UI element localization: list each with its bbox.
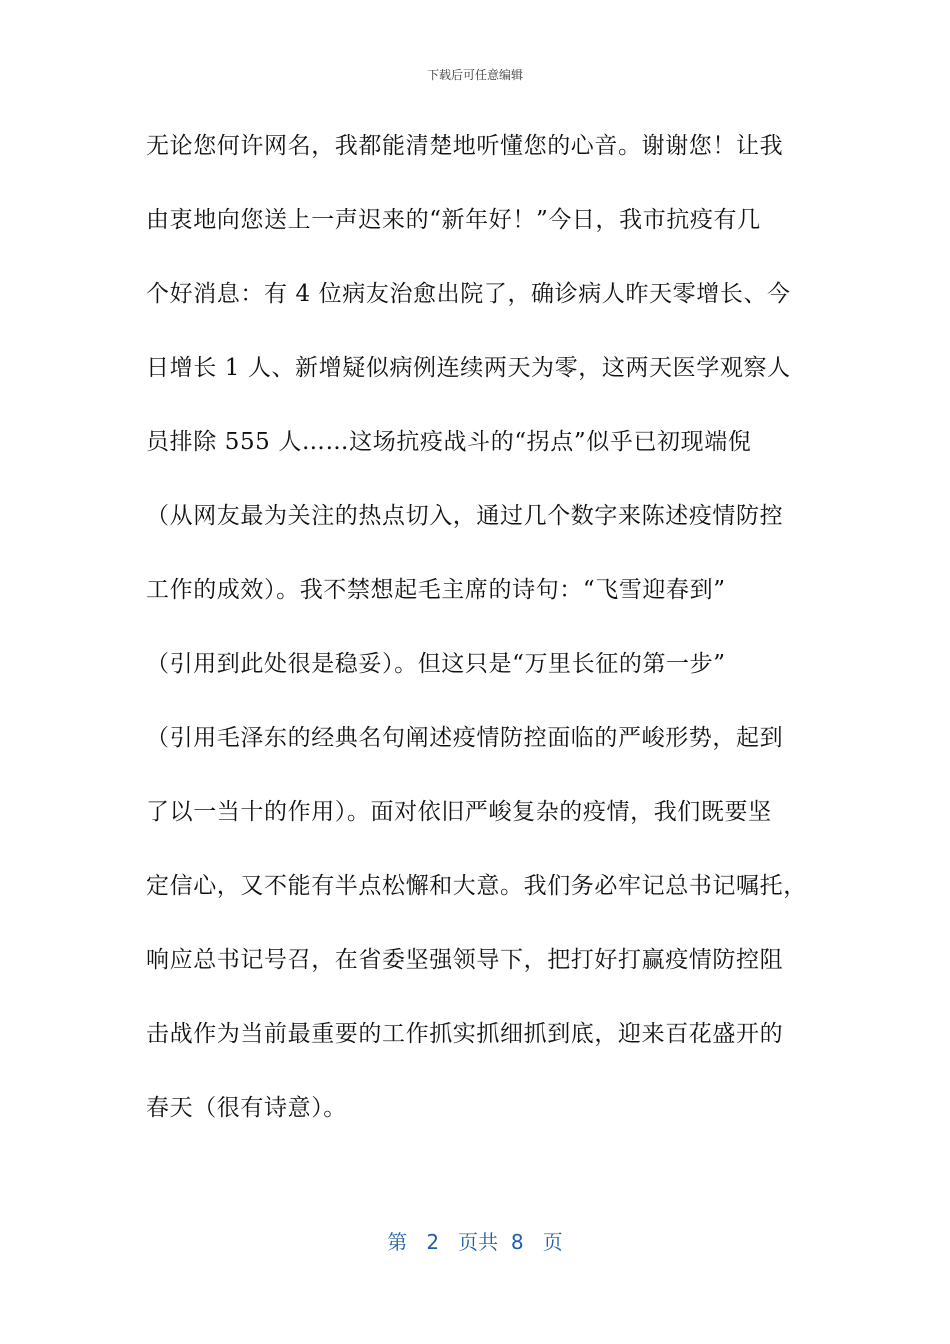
body-line: 定信心，又不能有半点松懈和大意。我们务必牢记总书记嘱托， [146,873,807,899]
body-line: 个好消息：有 4 位病友治愈出院了，确诊病人昨天零增长、今 [146,281,791,307]
body-line: 响应总书记号召，在省委坚强领导下，把打好打赢疫情防控阻 [146,947,784,973]
body-line: 员排除 555 人……这场抗疫战斗的“拐点”似乎已初现端倪 [146,429,752,455]
footer-middle: 页共 [458,1230,499,1254]
body-line: （引用到此处很是稳妥）。但这只是“万里长征的第一步” [146,651,726,677]
body-line: 了以一当十的作用）。面对依旧严峻复杂的疫情，我们既要坚 [146,799,772,825]
footer-prefix: 第 [387,1230,408,1254]
body-line: （从网友最为关注的热点切入，通过几个数字来陈述疫情防控 [146,503,784,529]
body-line: 击战作为当前最重要的工作抓实抓细抓到底，迎来百花盛开的 [146,1021,784,1047]
page-footer [0,1226,950,1255]
body-line: 由衷地向您送上一声迟来的“新年好！”今日，我市抗疫有几 [146,207,761,233]
body-line: 无论您何许网名，我都能清楚地听懂您的心音。谢谢您！让我 [146,133,784,159]
page-header: 下载后可任意编辑 [426,68,523,82]
body-line: 工作的成效）。我不禁想起毛主席的诗句：“飞雪迎春到” [146,577,726,603]
body-line: （引用毛泽东的经典名句阐述疫情防控面临的严峻形势，起到 [146,725,784,751]
body-line: 日增长 1 人、新增疑似病例连续两天为零，这两天医学观察人 [146,355,791,381]
footer-suffix: 页 [542,1230,563,1254]
body-text [146,128,826,1164]
footer-current-page: 2 [426,1230,440,1254]
body-line: 春天（很有诗意）。 [146,1095,347,1121]
footer-total-pages: 8 [510,1230,524,1254]
